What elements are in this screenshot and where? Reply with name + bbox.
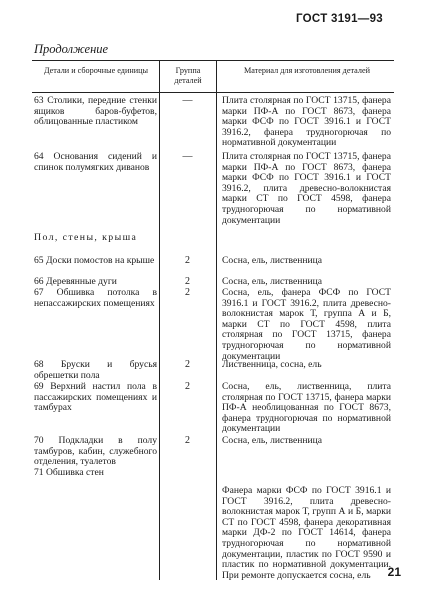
table-row-group: — (182, 95, 193, 106)
table-header-border (32, 92, 394, 93)
table-row-group: 2 (185, 381, 190, 392)
table-row-material: Плита столярная по ГОСТ 13715, фанера марки ПФ-А по ГОСТ 8673, фанера марки ФСФ по ГОСТ 3916.1 и ГОСТ 3916.2, плита древесно-волокнистая марки СТ по ГОСТ 4598, фанера трудногорючая по нормативной документации (222, 151, 391, 226)
table-top-border (32, 60, 394, 61)
materials-table (32, 60, 394, 580)
table-row-group: 2 (185, 276, 190, 287)
continuation-label: Продолжение (34, 42, 109, 56)
table-row-material: Сосна, ель, лиственница (222, 435, 322, 446)
section-heading: Пол, стены, крыша (34, 232, 138, 243)
table-row-name: 70 Подкладки в полу тамбуров, кабин, служебного отделения, туалетов (34, 435, 157, 468)
table-row-material: Сосна, ель, лиственница (222, 255, 322, 266)
table-row-material: Лиственница, сосна, ель (222, 359, 322, 370)
table-row-name: 69 Верхний настил пола в пассажирских помещениях и тамбурах (34, 381, 157, 414)
table-row-name: 66 Деревянные дуги (34, 276, 117, 287)
table-row-name: 67 Обшивка потолка в непассажирских помещениях (34, 287, 157, 309)
table-row-material: Фанера марки ФСФ по ГОСТ 3916.1 и ГОСТ 3916.2, плита древесно-волокнистая марок Т, групп А и Б, марки СТ по ГОСТ 4598, фанера декоративная марки ДФ-2 по ГОСТ 14614, фанера трудногорючая по нормативной документации, пластик по ГОСТ 9590 и пластик по нормативной документации. При ремонте допускается сосна, ель (222, 485, 391, 581)
column-header-details: Детали и сборочные единицы (43, 66, 148, 75)
table-row-material: Плита столярная по ГОСТ 13715, фанера марки ПФ-А по ГОСТ 8673, фанера марки ФСФ по ГОСТ 3916.1 и ГОСТ 3916.2, фанера трудногорючая по нормативной документации (222, 95, 391, 149)
table-row-material: Сосна, ель, фанера ФСФ по ГОСТ 3916.1 и ГОСТ 3916.2, плита древесно-волокнистая марок Т, группа А и Б, марки СТ по ГОСТ 4598, плита столярная по ГОСТ 13715, фанера трудногорючая по нормативной документации (222, 287, 391, 362)
column-divider (216, 60, 217, 580)
table-row-name: 71 Обшивка стен (34, 467, 104, 478)
standard-header: ГОСТ 3191—93 (295, 13, 383, 25)
table-row-name: 68 Бруски и брусья обрешетки пола (34, 359, 157, 381)
table-row-group: — (182, 151, 193, 162)
table-row-group: 2 (185, 359, 190, 370)
table-row-group: 2 (185, 435, 190, 446)
page-number: 21 (387, 565, 401, 579)
table-row-group: 2 (185, 287, 190, 298)
table-row-material: Сосна, ель, лиственница (222, 276, 322, 287)
table-row-name: 64 Основания сидений и спинок полумягких диванов (34, 151, 157, 173)
table-row-group: 2 (185, 255, 190, 266)
column-divider (159, 60, 160, 580)
table-row-name: 63 Столики, передние стенки ящиков баров-буфетов, облицованные пластиком (34, 95, 157, 128)
column-header-group: Группа деталей (174, 66, 202, 85)
table-row-name: 65 Доски помостов на крыше (34, 255, 155, 266)
column-header-material: Материал для изготовления деталей (244, 66, 370, 75)
table-row-material: Сосна, ель, лиственница, плита столярная по ГОСТ 13715, фанера марки ПФ-А необлицованная по ГОСТ 8673, фанера трудногорючая по нормативной документации (222, 381, 391, 435)
